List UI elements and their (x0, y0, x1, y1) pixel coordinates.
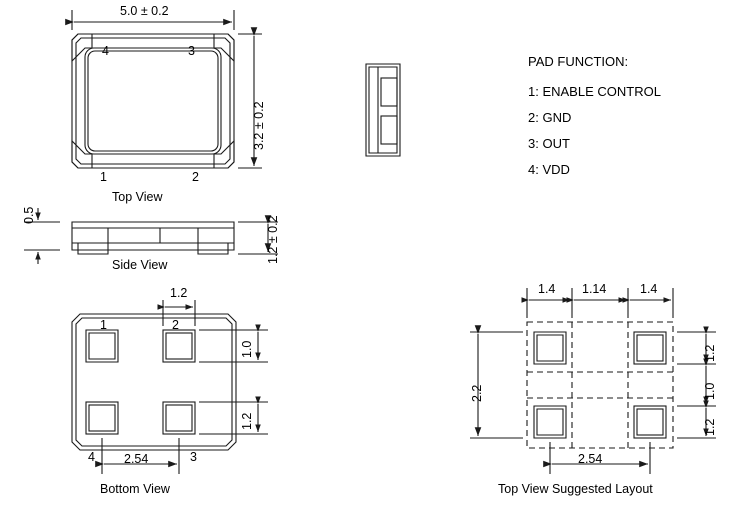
top-view-pin-3: 3 (188, 44, 195, 58)
layout-gap-dim: 1.14 (582, 282, 607, 296)
bottom-view-pin-2: 2 (172, 318, 179, 332)
layout-caption: Top View Suggested Layout (498, 482, 653, 496)
pad-function-3: 3: OUT (528, 136, 570, 151)
side-view-standoff-dim: 0.5 (22, 206, 36, 224)
top-view-pin-1: 1 (100, 170, 107, 184)
layout-pad-width-left-dim: 1.4 (538, 282, 556, 296)
top-view-pin-2: 2 (192, 170, 199, 184)
top-view-pin-4: 4 (102, 44, 109, 58)
side-view-caption: Side View (112, 258, 168, 272)
pad-function-heading: PAD FUNCTION: (528, 54, 629, 69)
layout-gap-y-dim: 1.0 (703, 382, 717, 400)
pad-function-2: 2: GND (528, 110, 572, 125)
top-view-caption: Top View (112, 190, 163, 204)
layout-pad-height-bottom-dim: 1.2 (703, 418, 717, 436)
bottom-view-pitch-x-dim: 2.54 (124, 452, 149, 466)
bottom-view-pad-width-dim: 1.2 (170, 286, 188, 300)
layout-pitch-x-dim: 2.54 (578, 452, 603, 466)
bottom-view-pitch-y-dim: 1.0 (240, 340, 254, 358)
top-view-height-dim: 3.2 ± 0.2 (252, 101, 266, 150)
layout-pad-width-right-dim: 1.4 (640, 282, 658, 296)
pad-function-4: 4: VDD (528, 162, 570, 177)
bottom-view-pin-3: 3 (190, 450, 197, 464)
layout-total-height-dim: 2.2 (470, 384, 484, 402)
layout-pad-height-top-dim: 1.2 (703, 344, 717, 362)
bottom-view-pin-1: 1 (100, 318, 107, 332)
side-view-height-dim: 1.2 ± 0.2 (266, 215, 280, 264)
bottom-view-pad-height-dim: 1.2 (240, 412, 254, 430)
pad-function-1: 1: ENABLE CONTROL (528, 84, 661, 99)
top-view-width-dim: 5.0 ± 0.2 (120, 4, 169, 18)
bottom-view-caption: Bottom View (100, 482, 170, 496)
bottom-view-pin-4: 4 (88, 450, 95, 464)
